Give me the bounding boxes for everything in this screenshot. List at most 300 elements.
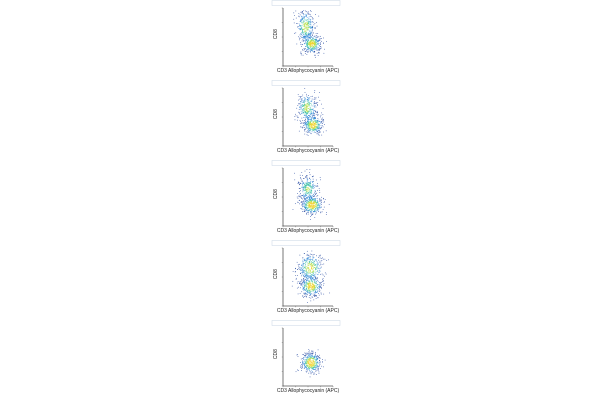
scatter-point bbox=[317, 50, 318, 51]
scatter-point bbox=[302, 267, 303, 268]
scatter-point bbox=[313, 213, 314, 214]
scatter-point bbox=[304, 294, 305, 295]
scatter-point bbox=[302, 211, 303, 212]
scatter-point bbox=[313, 122, 314, 123]
scatter-point bbox=[306, 365, 307, 366]
scatter-point bbox=[317, 125, 318, 126]
scatter-point bbox=[307, 200, 308, 201]
scatter-point bbox=[309, 22, 310, 23]
scatter-point bbox=[307, 124, 308, 125]
scatter-point bbox=[307, 275, 308, 276]
scatter-point bbox=[312, 17, 313, 18]
scatter-point bbox=[313, 374, 314, 375]
scatter-point bbox=[321, 197, 322, 198]
scatter-point bbox=[300, 29, 301, 30]
scatter-point bbox=[303, 206, 304, 207]
scatter-point bbox=[319, 270, 320, 271]
scatter-point bbox=[314, 192, 315, 193]
scatter-point bbox=[306, 361, 307, 362]
scatter-point bbox=[303, 112, 304, 113]
scatter-point bbox=[314, 126, 315, 127]
scatter-point bbox=[318, 36, 319, 37]
scatter-point bbox=[320, 129, 321, 130]
scatter-point bbox=[313, 181, 314, 182]
scatter-point bbox=[304, 178, 305, 179]
scatter-point bbox=[306, 282, 307, 283]
scatter-point bbox=[310, 271, 311, 272]
scatter-point bbox=[307, 30, 308, 31]
scatter-point bbox=[304, 106, 305, 107]
scatter-point bbox=[313, 195, 314, 196]
scatter-point bbox=[305, 355, 306, 356]
scatter-point bbox=[323, 127, 324, 128]
scatter-point bbox=[303, 204, 304, 205]
scatter-point bbox=[319, 127, 320, 128]
scatter-point bbox=[316, 205, 317, 206]
scatter-point bbox=[315, 259, 316, 260]
scatter-point bbox=[313, 33, 314, 34]
scatter-points bbox=[292, 251, 330, 303]
scatter-point bbox=[303, 268, 304, 269]
scatter-point bbox=[296, 18, 297, 19]
scatter-point bbox=[309, 194, 310, 195]
scatter-point bbox=[309, 130, 310, 131]
scatter-point bbox=[300, 21, 301, 22]
scatter-point bbox=[319, 271, 320, 272]
scatter-point bbox=[316, 259, 317, 260]
scatter-point bbox=[312, 48, 313, 49]
scatter-point bbox=[311, 202, 312, 203]
scatter-point bbox=[302, 367, 303, 368]
scatter-point bbox=[318, 268, 319, 269]
scatter-point bbox=[320, 290, 321, 291]
scatter-point bbox=[310, 38, 311, 39]
scatter-point bbox=[308, 100, 309, 101]
scatter-point bbox=[304, 259, 305, 260]
scatter-point bbox=[317, 368, 318, 369]
scatter-point bbox=[310, 197, 311, 198]
scatter-point bbox=[308, 108, 309, 109]
scatter-point bbox=[308, 125, 309, 126]
scatter-point bbox=[298, 117, 299, 118]
scatter-point bbox=[318, 134, 319, 135]
scatter-point bbox=[300, 42, 301, 43]
scatter-point bbox=[315, 270, 316, 271]
scatter-point bbox=[303, 102, 304, 103]
scatter-point bbox=[310, 113, 311, 114]
scatter-point bbox=[304, 190, 305, 191]
scatter-point bbox=[312, 283, 313, 284]
scatter-point bbox=[323, 285, 324, 286]
scatter-point bbox=[310, 183, 311, 184]
scatter-point bbox=[310, 182, 311, 183]
scatter-point bbox=[303, 357, 304, 358]
scatter-point bbox=[313, 115, 314, 116]
scatter-point bbox=[305, 293, 306, 294]
scatter-point bbox=[310, 190, 311, 191]
scatter-point bbox=[306, 187, 307, 188]
scatter-point bbox=[305, 98, 306, 99]
scatter-point bbox=[316, 40, 317, 41]
scatter-point bbox=[321, 260, 322, 261]
scatter-point bbox=[300, 196, 301, 197]
scatter-point bbox=[309, 172, 310, 173]
scatter-point bbox=[314, 296, 315, 297]
scatter-point bbox=[312, 35, 313, 36]
scatter-point bbox=[306, 50, 307, 51]
scatter-point bbox=[306, 132, 307, 133]
scatter-point bbox=[307, 105, 308, 106]
scatter-point bbox=[314, 276, 315, 277]
scatter-point bbox=[317, 270, 318, 271]
scatter-point bbox=[321, 113, 322, 114]
scatter-point bbox=[312, 354, 313, 355]
scatter-point bbox=[320, 268, 321, 269]
scatter-point bbox=[314, 107, 315, 108]
scatter-point bbox=[310, 205, 311, 206]
scatter-point bbox=[303, 190, 304, 191]
scatter-point bbox=[311, 112, 312, 113]
scatter-point bbox=[308, 206, 309, 207]
scatter-point bbox=[316, 282, 317, 283]
scatter-point bbox=[302, 175, 303, 176]
scatter-point bbox=[310, 371, 311, 372]
scatter-point bbox=[308, 36, 309, 37]
scatter-point bbox=[315, 14, 316, 15]
scatter-point bbox=[305, 117, 306, 118]
cytometry-panel-4 bbox=[272, 241, 340, 315]
scatter-point bbox=[310, 270, 311, 271]
scatter-point bbox=[309, 199, 310, 200]
scatter-point bbox=[317, 198, 318, 199]
scatter-point bbox=[310, 286, 311, 287]
scatter-point bbox=[295, 114, 296, 115]
scatter-point bbox=[320, 268, 321, 269]
scatter-point bbox=[307, 116, 308, 117]
scatter-point bbox=[307, 19, 308, 20]
scatter-point bbox=[306, 176, 307, 177]
scatter-point bbox=[314, 198, 315, 199]
scatter-point bbox=[318, 368, 319, 369]
scatter-point bbox=[314, 205, 315, 206]
scatter-point bbox=[314, 282, 315, 283]
scatter-point bbox=[325, 259, 326, 260]
scatter-point bbox=[318, 281, 319, 282]
scatter-point bbox=[303, 265, 304, 266]
scatter-point bbox=[311, 128, 312, 129]
scatter-point bbox=[314, 369, 315, 370]
scatter-point bbox=[307, 290, 308, 291]
scatter-point bbox=[316, 186, 317, 187]
scatter-point bbox=[307, 289, 308, 290]
scatter-point bbox=[305, 176, 306, 177]
scatter-point bbox=[314, 217, 315, 218]
scatter-point bbox=[329, 204, 330, 205]
scatter-point bbox=[314, 99, 315, 100]
scatter-point bbox=[297, 275, 298, 276]
scatter-point bbox=[315, 292, 316, 293]
cytometry-panel-2 bbox=[272, 81, 340, 155]
scatter-point bbox=[318, 47, 319, 48]
scatter-point bbox=[315, 283, 316, 284]
scatter-point bbox=[315, 120, 316, 121]
scatter-point bbox=[306, 261, 307, 262]
scatter-point bbox=[312, 30, 313, 31]
scatter-point bbox=[311, 368, 312, 369]
scatter-points bbox=[294, 88, 326, 136]
scatter-point bbox=[303, 23, 304, 24]
scatter-point bbox=[319, 285, 320, 286]
scatter-point bbox=[305, 290, 306, 291]
scatter-point bbox=[300, 107, 301, 108]
scatter-point bbox=[313, 258, 314, 259]
scatter-point bbox=[301, 205, 302, 206]
scatter-point bbox=[310, 185, 311, 186]
scatter-point bbox=[316, 368, 317, 369]
scatter-point bbox=[309, 289, 310, 290]
scatter-point bbox=[304, 294, 305, 295]
scatter-point bbox=[297, 105, 298, 106]
scatter-point bbox=[318, 44, 319, 45]
scatter-point bbox=[309, 104, 310, 105]
scatter-point bbox=[307, 22, 308, 23]
scatter-point bbox=[310, 125, 311, 126]
scatter-point bbox=[304, 283, 305, 284]
scatter-point bbox=[315, 118, 316, 119]
scatter-point bbox=[316, 22, 317, 23]
scatter-point bbox=[312, 182, 313, 183]
scatter-point bbox=[319, 200, 320, 201]
scatter-point bbox=[306, 54, 307, 55]
scatter-point bbox=[314, 106, 315, 107]
scatter-point bbox=[319, 373, 320, 374]
scatter-point bbox=[317, 263, 318, 264]
scatter-point bbox=[304, 210, 305, 211]
scatter-point bbox=[304, 203, 305, 204]
scatter-point bbox=[316, 362, 317, 363]
scatter-point bbox=[305, 360, 306, 361]
scatter-point bbox=[312, 129, 313, 130]
scatter-point bbox=[306, 190, 307, 191]
panel-header-bar bbox=[272, 1, 340, 6]
scatter-point bbox=[302, 16, 303, 17]
scatter-point bbox=[312, 297, 313, 298]
scatter-point bbox=[317, 44, 318, 45]
scatter-point bbox=[317, 47, 318, 48]
scatter-point bbox=[307, 198, 308, 199]
scatter-point bbox=[313, 125, 314, 126]
x-axis-label: CD3 Allophycocyanin (APC) bbox=[276, 228, 340, 234]
scatter-point bbox=[323, 280, 324, 281]
scatter-point bbox=[317, 205, 318, 206]
scatter-point bbox=[307, 21, 308, 22]
panel-header-bar bbox=[272, 81, 340, 86]
scatter-point bbox=[312, 207, 313, 208]
scatter-point bbox=[302, 106, 303, 107]
scatter-point bbox=[305, 276, 306, 277]
scatter-point bbox=[321, 261, 322, 262]
scatter-point bbox=[302, 100, 303, 101]
scatter-point bbox=[314, 280, 315, 281]
scatter-point bbox=[316, 198, 317, 199]
scatter-point bbox=[306, 125, 307, 126]
scatter-point bbox=[314, 263, 315, 264]
scatter-point bbox=[315, 214, 316, 215]
scatter-point bbox=[309, 132, 310, 133]
scatter-point bbox=[305, 51, 306, 52]
scatter-point bbox=[312, 44, 313, 45]
scatter-point bbox=[308, 13, 309, 14]
scatter-point bbox=[318, 123, 319, 124]
scatter-point bbox=[306, 273, 307, 274]
scatter-point bbox=[316, 295, 317, 296]
scatter-point bbox=[302, 11, 303, 12]
scatter-point bbox=[313, 111, 314, 112]
scatter-point bbox=[308, 281, 309, 282]
scatter-point bbox=[320, 179, 321, 180]
scatter-point bbox=[304, 282, 305, 283]
scatter-point bbox=[308, 118, 309, 119]
scatter-point bbox=[304, 276, 305, 277]
scatter-point bbox=[311, 362, 312, 363]
scatter-point bbox=[303, 260, 304, 261]
scatter-point bbox=[309, 103, 310, 104]
scatter-point bbox=[304, 127, 305, 128]
scatter-point bbox=[307, 211, 308, 212]
scatter-point bbox=[303, 55, 304, 56]
scatter-point bbox=[301, 99, 302, 100]
scatter-point bbox=[324, 124, 325, 125]
scatter-point bbox=[312, 260, 313, 261]
scatter-point bbox=[304, 88, 305, 89]
scatter-point bbox=[308, 100, 309, 101]
scatter-point bbox=[304, 285, 305, 286]
scatter-point bbox=[316, 46, 317, 47]
scatter-point bbox=[322, 258, 323, 259]
scatter-point bbox=[318, 53, 319, 54]
scatter-point bbox=[313, 287, 314, 288]
scatter-point bbox=[309, 46, 310, 47]
scatter-point bbox=[313, 46, 314, 47]
scatter-point bbox=[317, 280, 318, 281]
scatter-point bbox=[317, 112, 318, 113]
scatter-point bbox=[306, 205, 307, 206]
scatter-point bbox=[309, 110, 310, 111]
scatter-point bbox=[317, 206, 318, 207]
scatter-point bbox=[302, 286, 303, 287]
scatter-point bbox=[301, 19, 302, 20]
scatter-point bbox=[313, 19, 314, 20]
scatter-point bbox=[317, 111, 318, 112]
scatter-point bbox=[304, 290, 305, 291]
scatter-point bbox=[320, 177, 321, 178]
scatter-point bbox=[317, 128, 318, 129]
scatter-point bbox=[315, 41, 316, 42]
scatter-point bbox=[319, 206, 320, 207]
scatter-point bbox=[311, 215, 312, 216]
scatter-point bbox=[303, 264, 304, 265]
scatter-point bbox=[304, 26, 305, 27]
scatter-point bbox=[317, 287, 318, 288]
scatter-point bbox=[308, 98, 309, 99]
scatter-point bbox=[319, 357, 320, 358]
scatter-point bbox=[311, 212, 312, 213]
scatter-point bbox=[297, 120, 298, 121]
scatter-point bbox=[308, 259, 309, 260]
scatter-point bbox=[328, 259, 329, 260]
scatter-point bbox=[303, 125, 304, 126]
scatter-point bbox=[305, 289, 306, 290]
scatter-point bbox=[311, 277, 312, 278]
scatter-point bbox=[320, 46, 321, 47]
scatter-point bbox=[312, 269, 313, 270]
scatter-point bbox=[301, 187, 302, 188]
scatter-point bbox=[302, 362, 303, 363]
scatter-point bbox=[316, 364, 317, 365]
scatter-point bbox=[316, 267, 317, 268]
scatter-point bbox=[313, 48, 314, 49]
scatter-point bbox=[299, 183, 300, 184]
scatter-point bbox=[305, 199, 306, 200]
scatter-point bbox=[302, 123, 303, 124]
scatter-point bbox=[319, 256, 320, 257]
scatter-point bbox=[313, 124, 314, 125]
scatter-point bbox=[304, 202, 305, 203]
scatter-point bbox=[321, 267, 322, 268]
scatter-point bbox=[318, 297, 319, 298]
scatter-point bbox=[311, 370, 312, 371]
scatter-point bbox=[301, 209, 302, 210]
scatter-point bbox=[305, 38, 306, 39]
scatter-point bbox=[300, 120, 301, 121]
scatter-point bbox=[312, 116, 313, 117]
scatter-point bbox=[303, 362, 304, 363]
scatter-point bbox=[312, 99, 313, 100]
scatter-point bbox=[319, 207, 320, 208]
scatter-point bbox=[307, 51, 308, 52]
scatter-point bbox=[308, 196, 309, 197]
scatter-point bbox=[318, 290, 319, 291]
scatter-point bbox=[305, 25, 306, 26]
scatter-point bbox=[312, 371, 313, 372]
scatter-point bbox=[317, 195, 318, 196]
scatter-point bbox=[321, 202, 322, 203]
scatter-point bbox=[302, 44, 303, 45]
scatter-point bbox=[317, 366, 318, 367]
scatter-point bbox=[310, 106, 311, 107]
scatter-point bbox=[308, 269, 309, 270]
scatter-point bbox=[293, 209, 294, 210]
scatter-point bbox=[318, 263, 319, 264]
scatter-point bbox=[309, 272, 310, 273]
scatter-point bbox=[313, 22, 314, 23]
scatter-point bbox=[312, 200, 313, 201]
scatter-point bbox=[310, 28, 311, 29]
scatter-point bbox=[306, 113, 307, 114]
scatter-point bbox=[298, 100, 299, 101]
scatter-point bbox=[310, 201, 311, 202]
scatter-point bbox=[314, 357, 315, 358]
scatter-point bbox=[310, 354, 311, 355]
scatter-point bbox=[318, 40, 319, 41]
scatter-point bbox=[321, 366, 322, 367]
scatter-point bbox=[323, 278, 324, 279]
scatter-point bbox=[306, 202, 307, 203]
scatter-point bbox=[323, 199, 324, 200]
scatter-point bbox=[313, 288, 314, 289]
scatter-point bbox=[318, 133, 319, 134]
scatter-point bbox=[329, 293, 330, 294]
